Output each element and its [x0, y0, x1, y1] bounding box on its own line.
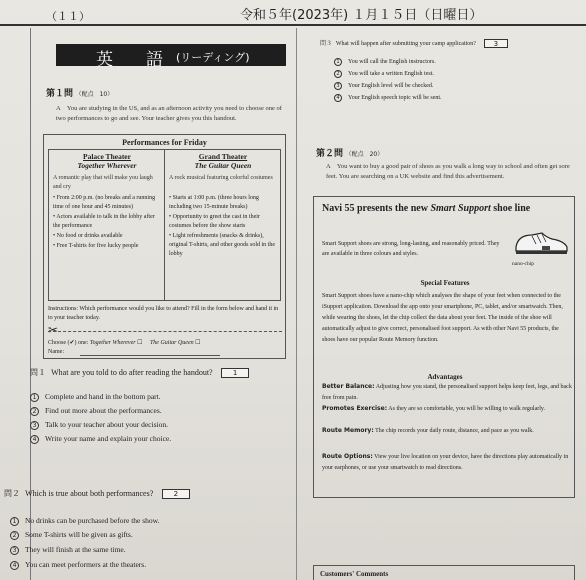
right-theater-header [167, 152, 279, 170]
option-2[interactable] [10, 530, 133, 540]
comments-heading: Customers' Comments [320, 570, 389, 578]
option-number-icon: 1 [30, 393, 39, 402]
option-number-icon: 3 [10, 546, 19, 555]
list-item: • Light refreshments (snacks & drinks), original T-shirts, and other goods sold in the lobby [169, 233, 275, 257]
name-field[interactable] [80, 355, 220, 356]
option-number-icon: 2 [10, 531, 19, 540]
option-number-icon: 4 [30, 435, 39, 444]
left-theater-name: Palace Theater [83, 152, 131, 161]
option-4[interactable] [30, 434, 171, 444]
option-text: No drinks can be purchased before the show. [25, 516, 160, 525]
option-text: You will take a written English test. [348, 71, 434, 77]
right-show-desc: A rock musical featuring colorful costumes [169, 175, 273, 181]
option-number-icon: 3 [30, 421, 39, 430]
option-number-icon: 1 [10, 517, 19, 526]
issue-date: 令和５年(2023年) １月１５日（日曜日） [240, 8, 483, 23]
ad-description: Smart Support shoes are strong, long-lasting, and reasonably priced. They are available in three colours and styles. [322, 241, 500, 257]
option-number-icon: 1 [334, 58, 342, 66]
left-theater-header [51, 152, 163, 170]
question-3 [320, 38, 508, 48]
option-text: Your English level will be checked. [348, 83, 434, 89]
advantage-item [322, 403, 574, 415]
page-number: （１１） [46, 10, 90, 23]
option-2[interactable] [334, 70, 434, 78]
advantage-text: As they are so comfortable, you will be willing to walk regularly. [387, 406, 546, 412]
option-number-icon: 2 [30, 407, 39, 416]
choice-a-label: Together Wherever [89, 340, 136, 346]
advantages-heading: Advantages [427, 373, 463, 381]
list-item: • Starts at 1:00 p.m. (three hours long including two 15-minute breaks) [169, 195, 259, 210]
right-theater-name: Grand Theater [198, 152, 248, 161]
question-2 [4, 488, 190, 499]
choice-row [48, 339, 201, 346]
list-item: • From 2:00 p.m. (no breaks and a running time of one hour and 45 minutes) [53, 195, 156, 210]
option-3[interactable] [334, 82, 433, 90]
advantage-term: Route Options: [322, 453, 373, 460]
question-1 [30, 367, 249, 378]
cut-line [48, 331, 282, 332]
ad-title-suffix: shoe line [490, 203, 531, 214]
advantage-term: Promotes Exercise: [322, 405, 388, 412]
answer-box[interactable]: 1 [221, 368, 249, 378]
shoe-icon [512, 227, 570, 257]
advantage-term: Better Balance: [322, 383, 375, 390]
question-label: 問３ [320, 40, 333, 47]
advantage-item [322, 381, 574, 404]
nanochip-label: nano-chip [512, 261, 534, 267]
subject-title: 英 語 [96, 50, 171, 70]
q1-intro: A You are studying in the US, and as an afternoon activity you need to choose one of two performances to go and see. Your teacher gives you this handout. [56, 105, 282, 122]
advantage-term: Route Memory: [322, 427, 374, 434]
features-body: Smart Support shoes have a nano-chip which analyses the shape of your feet when connected to the iSupport application. Download the app onto your smartphone, PC, tablet, and/or smartwatch. Then, while wearing the shoes, let the chip collect the data about your feet. The inside of the shoe will automatically adjust to give correct, personalised foot support. As with other Navi 55 products, the shoes have our popular Route Memory function. [322, 293, 563, 343]
q2-label: 第２問 [316, 149, 344, 159]
features-heading: Special Features [420, 279, 470, 287]
list-item: • Free T-shirts for five lucky people [53, 243, 139, 249]
subject-banner [56, 44, 286, 70]
subject-subtitle: (リーディング) [176, 51, 250, 64]
option-text: You can meet performers at the theaters. [25, 560, 147, 569]
q2-points: （配点 20） [345, 151, 384, 158]
advantage-item [322, 451, 574, 474]
name-label: Name: [48, 349, 64, 355]
option-text: Write your name and explain your choice. [45, 434, 172, 443]
q2-heading [316, 146, 383, 159]
ad-title [322, 203, 530, 214]
option-4[interactable] [10, 560, 146, 570]
option-text: You will call the English instructors. [348, 59, 436, 65]
option-1[interactable] [30, 392, 161, 402]
advertisement [313, 196, 575, 498]
option-number-icon: 3 [334, 82, 342, 90]
advantage-text: View your live location on your device, have the directions play automatically in your earphones, or use your smartwatch to read directions. [322, 454, 569, 471]
comments-section [313, 565, 575, 580]
handout-title: Performances for Friday [122, 138, 207, 147]
question-text: What will happen after submitting your camp application? [335, 41, 476, 47]
ad-title-prefix: Navi 55 presents the new [322, 203, 431, 214]
option-1[interactable] [10, 516, 159, 526]
option-number-icon: 4 [334, 94, 342, 102]
q2-intro: A You want to buy a good pair of shoes as you walk a long way to school and often get sore feet. You are searching on a UK website and find this advertisement. [326, 163, 570, 180]
q1-heading [46, 86, 113, 99]
option-text: Some T-shirts will be given as gifts. [25, 530, 133, 539]
option-text: Find out more about the performances. [45, 406, 162, 415]
left-show-details [53, 194, 161, 252]
ad-title-brand: Smart Support [430, 203, 491, 214]
question-text: What are you told to do after reading the handout? [51, 368, 213, 377]
option-number-icon: 4 [10, 561, 19, 570]
option-text: Your English speech topic will be sent. [348, 95, 442, 101]
q1-points: （配点 10） [75, 91, 114, 98]
choice-b-label: The Guitar Queen [149, 340, 194, 346]
advantage-text: Adjusting how you stand, the personalised support helps keep feet, legs, and back free from pain. [322, 384, 572, 401]
advantage-item [322, 425, 574, 437]
option-3[interactable] [10, 545, 126, 555]
column-divider [296, 28, 297, 580]
list-item: • Actors available to talk in the lobby after the performance [53, 214, 155, 229]
option-3[interactable] [30, 420, 168, 430]
option-1[interactable] [334, 58, 436, 66]
handout-instructions: Instructions: Which performance would you like to attend? Fill in the form below and hand it in to your teacher today. [48, 306, 279, 321]
left-show-title: Together Wherever [77, 161, 137, 170]
answer-box[interactable]: 2 [162, 489, 190, 499]
option-text: They will finish at the same time. [25, 545, 126, 554]
list-item: • Opportunity to greet the cast in their costumes before the show starts [169, 214, 260, 229]
scissors-icon: ✂ [48, 323, 59, 337]
option-number-icon: 2 [334, 70, 342, 78]
q1-label: 第１問 [46, 89, 74, 99]
checkbox-icon[interactable]: ☐ [137, 340, 143, 346]
option-text: Complete and hand in the bottom part. [45, 392, 161, 401]
left-show-desc: A romantic play that will make you laugh and cry [53, 175, 153, 190]
question-text: Which is true about both performances? [25, 489, 154, 498]
option-2[interactable] [30, 406, 162, 416]
question-label: 問２ [4, 489, 20, 498]
question-label: 問１ [30, 368, 46, 377]
answer-box[interactable]: 3 [484, 39, 508, 48]
handout-table [48, 149, 281, 301]
right-show-title: The Guitar Queen [194, 161, 252, 170]
right-show-details [169, 194, 277, 260]
checkbox-icon[interactable]: ☐ [195, 340, 201, 346]
option-text: Talk to your teacher about your decision. [45, 420, 168, 429]
choose-label: Choose (✔) one: [48, 340, 89, 346]
handout [43, 134, 286, 359]
advantage-text: The chip records your daily route, distance, and pace as you walk. [373, 428, 534, 434]
option-4[interactable] [334, 94, 442, 102]
handout-divider [164, 150, 165, 300]
top-rule [0, 24, 586, 26]
list-item: • No food or drinks available [53, 233, 123, 239]
